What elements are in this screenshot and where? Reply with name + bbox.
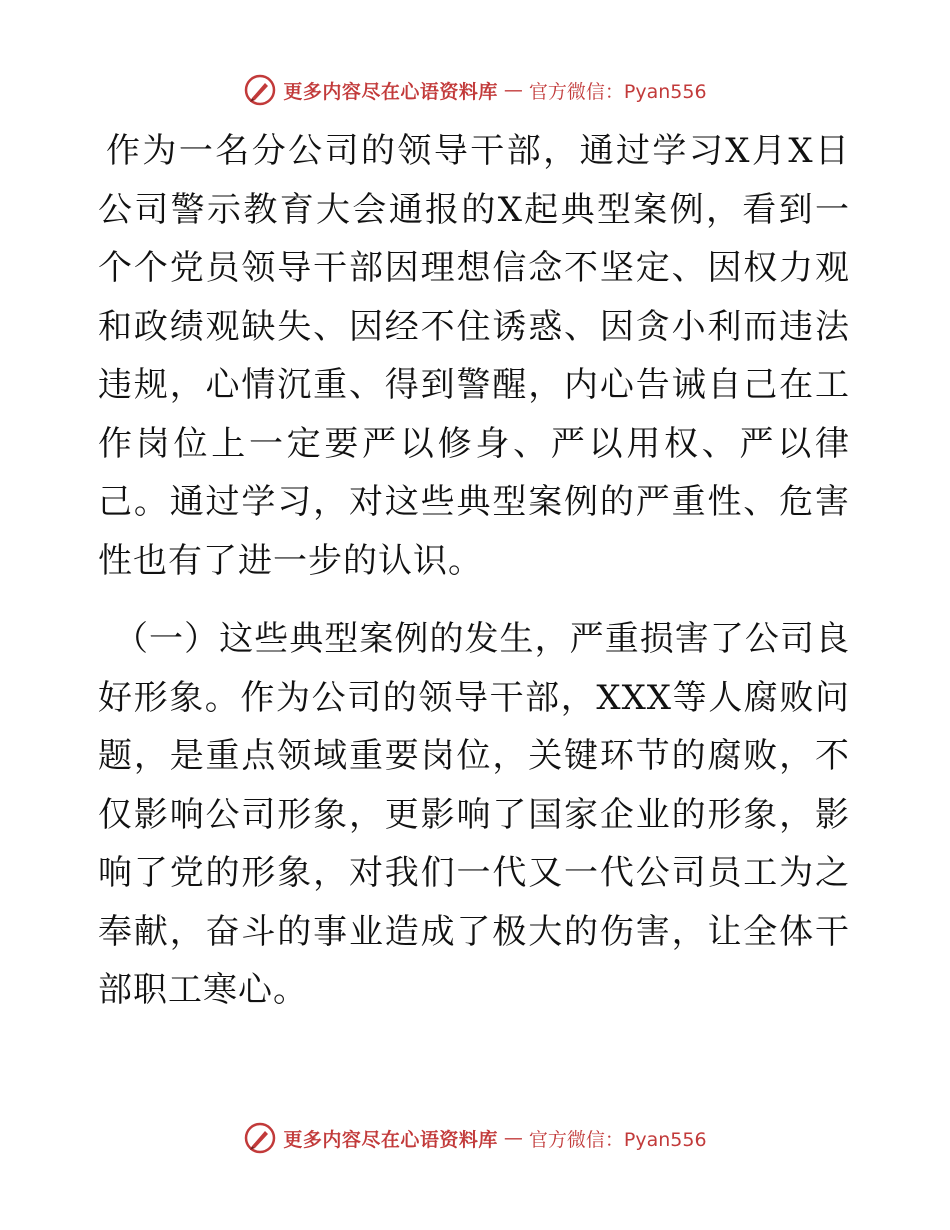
banner-dash: — bbox=[503, 79, 523, 101]
pen-logo-icon bbox=[243, 73, 277, 107]
banner-site-text: 更多内容尽在心语资料库 bbox=[283, 1128, 498, 1151]
header-watermark-banner bbox=[0, 70, 950, 110]
pen-logo-icon bbox=[243, 1121, 277, 1155]
banner-contact: 官方微信：Pyan556 bbox=[528, 1128, 707, 1151]
banner-contact: 官方微信：Pyan556 bbox=[528, 80, 707, 103]
banner-site-text: 更多内容尽在心语资料库 bbox=[283, 80, 498, 103]
banner-dash: — bbox=[503, 1127, 523, 1149]
paragraph-intro: 作为一名分公司的领导干部，通过学习X月X日公司警示教育大会通报的X起典型案例，看到一个个党员领导干部因理想信念不坚定、因权力观和政绩观缺失、因经不住诱惑、因贪小利而违法违规，心情沉重、得到警醒，内心告诫自己在工作岗位上一定要严以修身、严以用权、严以律己。通过学习，对这些典型案例的严重性、危害性也有了进一步的认识。 bbox=[98, 131, 850, 581]
paragraph-section-one: （一）这些典型案例的发生，严重损害了公司良好形象。作为公司的领导干部，XXX等人腐败问题，是重点领域重要岗位，关键环节的腐败，不仅影响公司形象，更影响了国家企业的形象，影响了党的形象，对我们一代又一代公司员工为之奉献，奋斗的事业造成了极大的伤害，让全体干部职工寒心。 bbox=[98, 619, 850, 1010]
document-body bbox=[98, 122, 850, 1020]
footer-watermark-banner bbox=[0, 1118, 950, 1158]
